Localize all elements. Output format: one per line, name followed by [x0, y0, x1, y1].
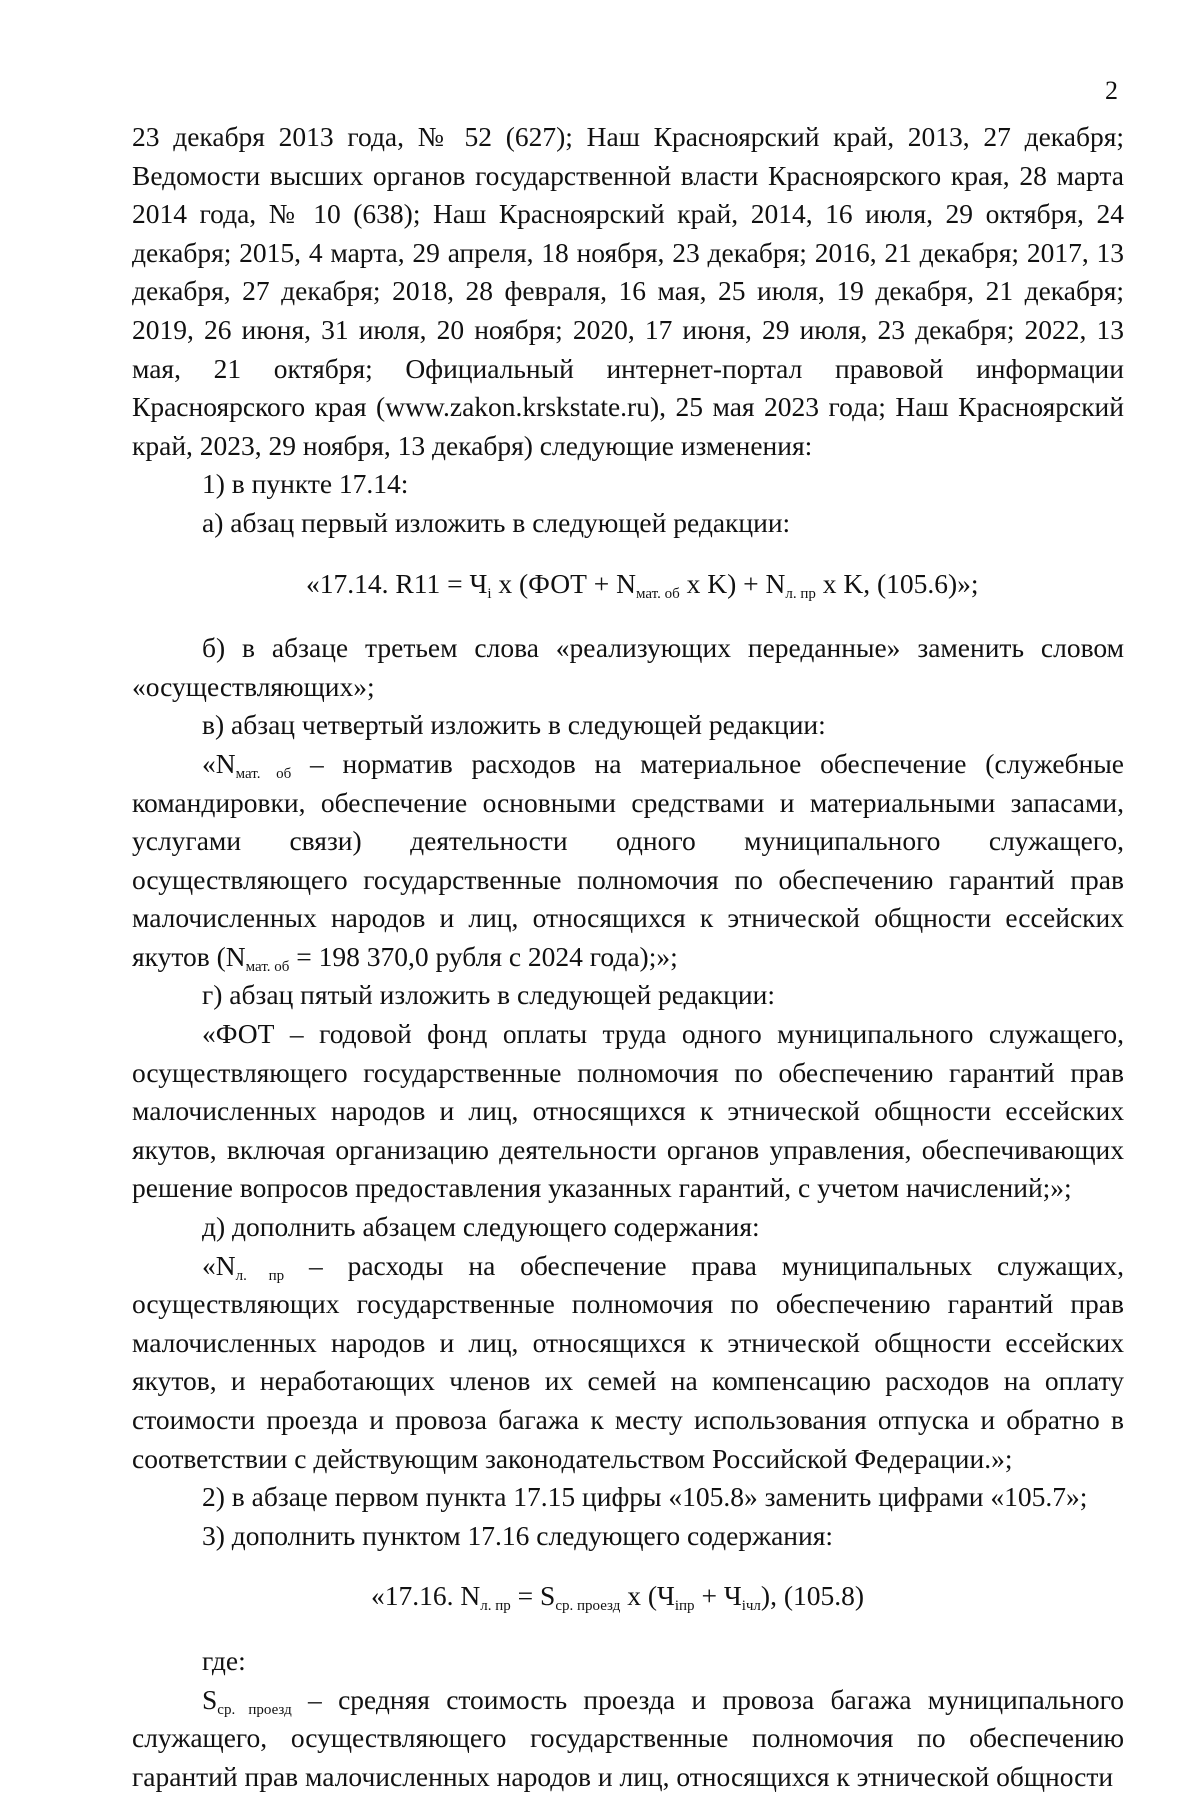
- s-definition: $S_{ср. проезд}$ – средняя стоимость проезда и провоза багажа муниципального служащего, осуществляющего государственные полномочия по обеспечению гарантий прав малочисленных народов и лиц, относящихся к этнической общности: [132, 1683, 1125, 1792]
- item-2: 2) в абзаце первом пункта 17.15 цифры «105.8» заменить цифрами «105.7»;: [202, 1481, 1088, 1513]
- formula-17-14: «17.14. $R11 = Ч_i$ x ($ФОТ + N_{мат. об}$ x $K) + N_{л. пр}$ x K, (105.6)»;: [306, 567, 979, 602]
- where-label: где:: [202, 1644, 246, 1676]
- item-1b: б) в абзаце третьем слова «реализующих переданные» заменить словом «осуществляющих»;: [132, 632, 1124, 702]
- item-1d: д) дополнить абзацем следующего содержания:: [202, 1211, 760, 1243]
- fot-definition: «ФОТ – годовой фонд оплаты труда одного муниципального служащего, осуществляющего государственные полномочия по обеспечению гарантий прав малочисленных народов и лиц, относящихся к этнической общности ессейских якутов, включая организацию деятельности органов управления, обеспечивающих решение вопросов предоставления указанных гарантий, с учетом начислений;»;: [132, 1018, 1124, 1204]
- page-number: 2: [1105, 76, 1118, 105]
- formula-17-16: «17.16. $N_{л. пр} = S_{ср. проезд}$ x $(Ч_{iпр} + Ч_{iчл})$, (105.8): [371, 1580, 865, 1615]
- item-1g: г) абзац пятый изложить в следующей редакции:: [202, 979, 775, 1011]
- intro-paragraph: 23 декабря 2013 года, № 52 (627); Наш Красноярский край, 2013, 27 декабря; Ведомости высших органов государственной власти Красноярского края, 28 марта 2014 года, № 10 (638); Наш Красноярский край, 2014, 16 июля, 29 октября, 24 декабря; 2015, 4 марта, 29 апреля, 18 ноября, 23 декабря; 2016, 21 декабря; 2017, 13 декабря, 27 декабря; 2018, 28 февраля, 16 мая, 25 июля, 19 декабря, 21 декабря; 2019, 26 июня, 31 июля, 20 ноября; 2020, 17 июня, 29 июля, 23 декабря; 2022, 13 мая, 21 октября; Официальный интернет-портал правовой информации Красноярского края (www.zakon.krskstate.ru), 25 мая 2023 года; Наш Красноярский край, 2023, 29 ноября, 13 декабря) следующие изменения:: [132, 121, 1124, 461]
- item-1a: а) абзац первый изложить в следующей редакции:: [202, 506, 791, 538]
- item-1v: в) абзац четвертый изложить в следующей редакции:: [202, 709, 826, 741]
- document-body: [132, 118, 1124, 1796]
- item-3: 3) дополнить пунктом 17.16 следующего содержания:: [202, 1519, 834, 1551]
- item-1: 1) в пункте 17.14:: [202, 468, 409, 500]
- nmat-definition: «$N_{мат. об}$ – норматив расходов на материальное обеспечение (служебные командировки, обеспечение основными средствами и материальными запасами, услугами связи) деятельности одного муниципального служащего, осуществляющего государственные полномочия по обеспечению гарантий прав малочисленных народов и лиц, относящихся к этнической общности ессейских якутов ($N_{мат. об} = 198$ 370,0 рубля с 2024 года);»;: [132, 747, 1124, 975]
- nlpr-definition: «$N_{л. пр}$ – расходы на обеспечение права муниципальных служащих, осуществляющих государственные полномочия по обеспечению гарантий прав малочисленных народов и лиц, относящихся к этнической общности ессейских якутов, и неработающих членов их семей на компенсацию расходов на оплату стоимости проезда и провоза багажа к месту использования отпуска и обратно в соответствии с действующим законодательством Российской Федерации.»;: [132, 1249, 1125, 1474]
